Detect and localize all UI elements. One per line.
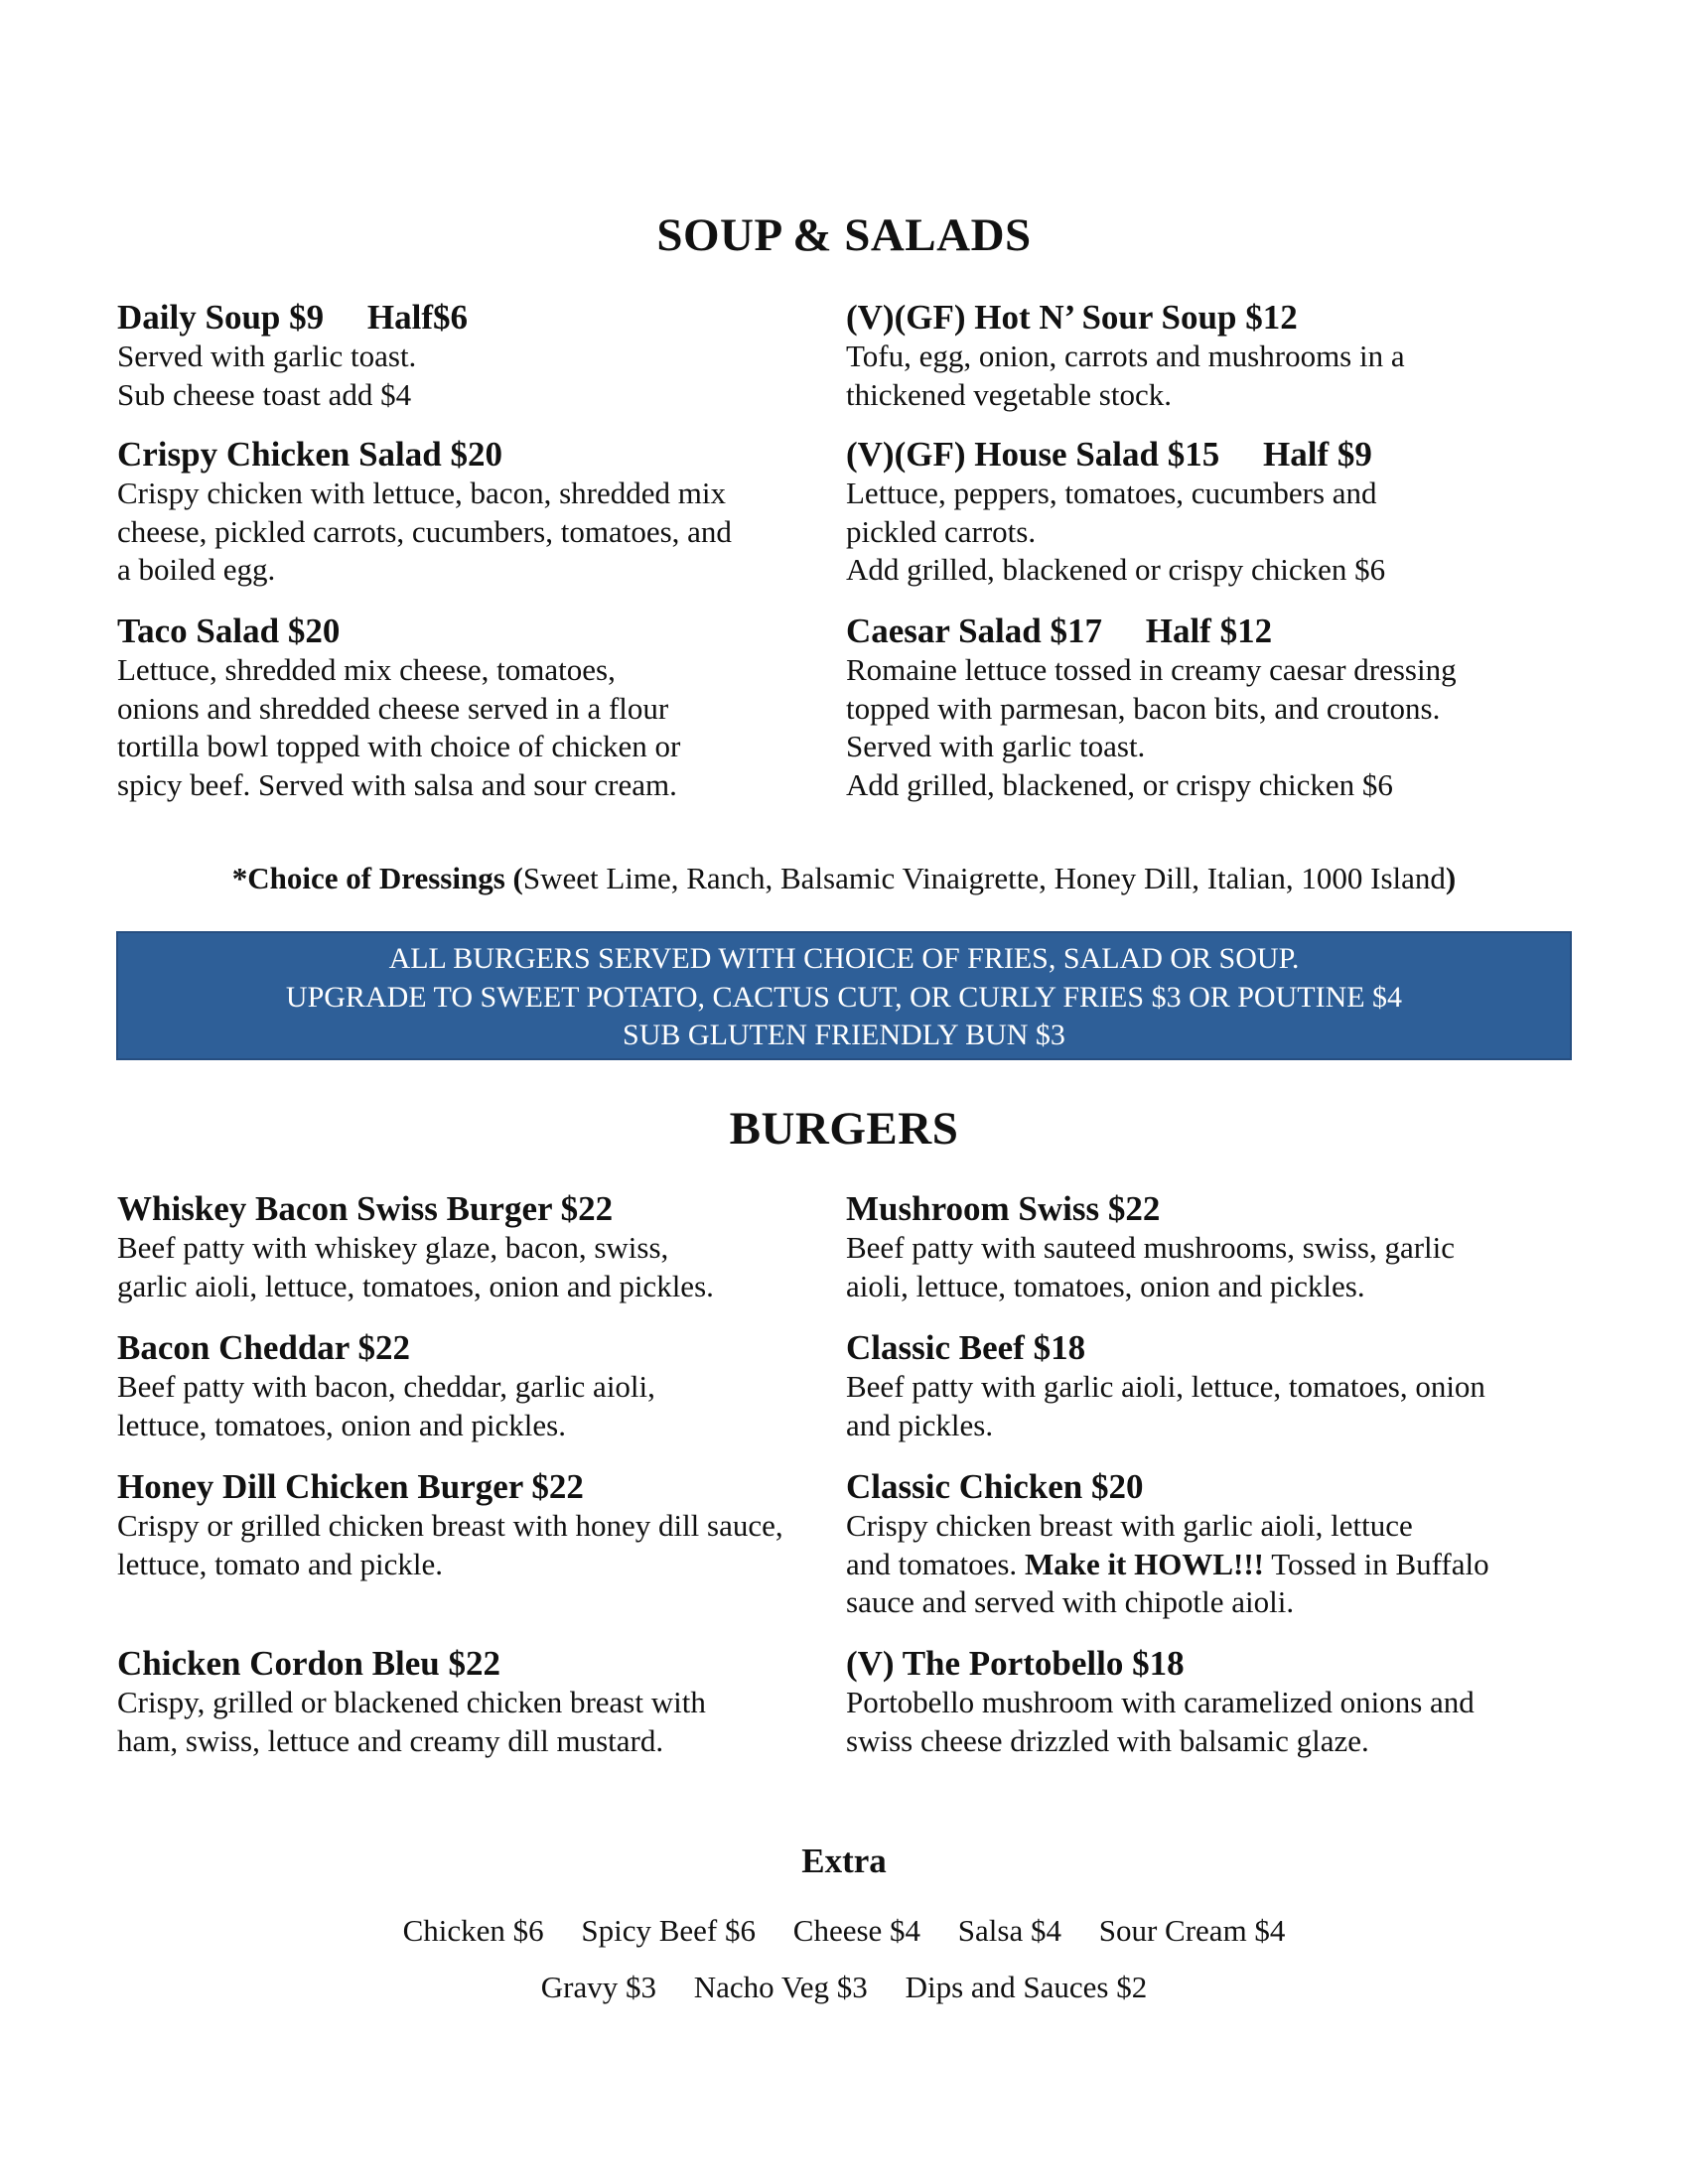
- menu-item-hot-sour-soup: [846, 298, 1581, 414]
- item-title: (V)(GF) Hot N’ Sour Soup $12: [846, 298, 1298, 337]
- item-description-part-2: Tossed in Buffalo sauce and served with chipotle aioli.: [846, 1546, 1489, 1619]
- menu-item-classic-beef: [846, 1328, 1581, 1444]
- item-title: Mushroom Swiss $22: [846, 1189, 1161, 1228]
- menu-item-crispy-chicken-salad: [117, 435, 852, 590]
- dressings-label: *Choice of Dressings (: [231, 861, 523, 895]
- item-description: Beef patty with sauteed mushrooms, swiss, garlic aioli, lettuce, tomatoes, onion and pickles.: [846, 1230, 1456, 1303]
- item-title: Bacon Cheddar $22: [117, 1328, 410, 1367]
- extra-item: Nacho Veg $3: [693, 1970, 868, 2004]
- menu-item-caesar-salad: [846, 612, 1581, 804]
- item-title: Whiskey Bacon Swiss Burger $22: [117, 1189, 614, 1228]
- extra-item: Dips and Sauces $2: [905, 1970, 1148, 2004]
- menu-item-house-salad: [846, 435, 1581, 590]
- menu-item-portobello: [846, 1644, 1581, 1760]
- item-description: Crispy chicken with lettuce, bacon, shredded mix cheese, pickled carrots, cucumbers, tomatoes, and a boiled egg.: [117, 476, 732, 587]
- extra-item: Chicken $6: [402, 1913, 544, 1948]
- item-title: (V) The Portobello $18: [846, 1644, 1185, 1683]
- item-description: Portobello mushroom with caramelized onions and swiss cheese drizzled with balsamic glaze.: [846, 1685, 1475, 1758]
- menu-item-classic-chicken: [846, 1467, 1581, 1622]
- item-description: [846, 1507, 1581, 1622]
- extra-row-1: [0, 1911, 1688, 1951]
- dressings-note: [0, 860, 1688, 897]
- extra-item: Salsa $4: [957, 1913, 1061, 1948]
- item-description: Lettuce, peppers, tomatoes, cucumbers and pickled carrots. Add grilled, blackened or crispy chicken $6: [846, 476, 1386, 587]
- dressings-list: Sweet Lime, Ranch, Balsamic Vinaigrette, Honey Dill, Italian, 1000 Island: [522, 861, 1446, 895]
- item-description: Tofu, egg, onion, carrots and mushrooms in a thickened vegetable stock.: [846, 339, 1405, 412]
- item-description: Beef patty with bacon, cheddar, garlic aioli, lettuce, tomatoes, onion and pickles.: [117, 1369, 655, 1442]
- extra-heading: Extra: [801, 1842, 887, 1880]
- item-title: Classic Chicken $20: [846, 1467, 1144, 1506]
- extra-item: Cheese $4: [792, 1913, 921, 1948]
- item-title: Taco Salad $20: [117, 612, 341, 650]
- item-description: Beef patty with garlic aioli, lettuce, tomatoes, onion and pickles.: [846, 1369, 1485, 1442]
- banner-line-3: SUB GLUTEN FRIENDLY BUN $3: [623, 1019, 1065, 1051]
- extra-item: Sour Cream $4: [1098, 1913, 1286, 1948]
- extra-item: Spicy Beef $6: [581, 1913, 757, 1948]
- menu-item-honey-dill-chicken: [117, 1467, 852, 1583]
- soup-salads-heading: SOUP & SALADS: [656, 209, 1032, 261]
- item-title: Chicken Cordon Bleu $22: [117, 1644, 501, 1683]
- item-description-part-1: Crispy chicken breast with garlic aioli, lettuce and tomatoes.: [846, 1508, 1413, 1581]
- item-title: Crispy Chicken Salad $20: [117, 435, 502, 474]
- item-description: Crispy or grilled chicken breast with honey dill sauce, lettuce, tomato and pickle.: [117, 1508, 783, 1581]
- item-description: Romaine lettuce tossed in creamy caesar dressing topped with parmesan, bacon bits, and croutons. Served with garlic toast. Add grilled, blackened, or crispy chicken $6: [846, 652, 1457, 802]
- item-title: Daily Soup $9 Half$6: [117, 298, 468, 337]
- menu-item-whiskey-bacon-swiss: [117, 1189, 852, 1305]
- item-title: Honey Dill Chicken Burger $22: [117, 1467, 584, 1506]
- item-description: Crispy, grilled or blackened chicken breast with ham, swiss, lettuce and creamy dill mustard.: [117, 1685, 706, 1758]
- extra-item: Gravy $3: [540, 1970, 656, 2004]
- burgers-heading: BURGERS: [729, 1103, 959, 1155]
- banner-line-2: UPGRADE TO SWEET POTATO, CACTUS CUT, OR CURLY FRIES $3 OR POUTINE $4: [285, 980, 1403, 1014]
- burgers-info-banner: [116, 931, 1572, 1060]
- menu-item-mushroom-swiss: [846, 1189, 1581, 1305]
- item-description-highlight: Make it HOWL!!!: [1024, 1546, 1265, 1581]
- menu-item-bacon-cheddar: [117, 1328, 852, 1444]
- item-title: (V)(GF) House Salad $15 Half $9: [846, 435, 1372, 474]
- extra-row-2: [0, 1968, 1688, 2007]
- item-title: Caesar Salad $17 Half $12: [846, 612, 1273, 650]
- item-description: Beef patty with whiskey glaze, bacon, swiss, garlic aioli, lettuce, tomatoes, onion and pickles.: [117, 1230, 714, 1303]
- item-title: Classic Beef $18: [846, 1328, 1086, 1367]
- dressings-close: ): [1445, 861, 1457, 895]
- item-description: Served with garlic toast. Sub cheese toast add $4: [117, 339, 417, 412]
- menu-item-taco-salad: [117, 612, 852, 804]
- menu-item-daily-soup: [117, 298, 852, 414]
- menu-item-chicken-cordon-bleu: [117, 1644, 852, 1760]
- item-description: Lettuce, shredded mix cheese, tomatoes, onions and shredded cheese served in a flour tortilla bowl topped with choice of chicken or spicy beef. Served with salsa and sour cream.: [117, 652, 681, 802]
- banner-line-1: ALL BURGERS SERVED WITH CHOICE OF FRIES, SALAD OR SOUP.: [388, 942, 1300, 975]
